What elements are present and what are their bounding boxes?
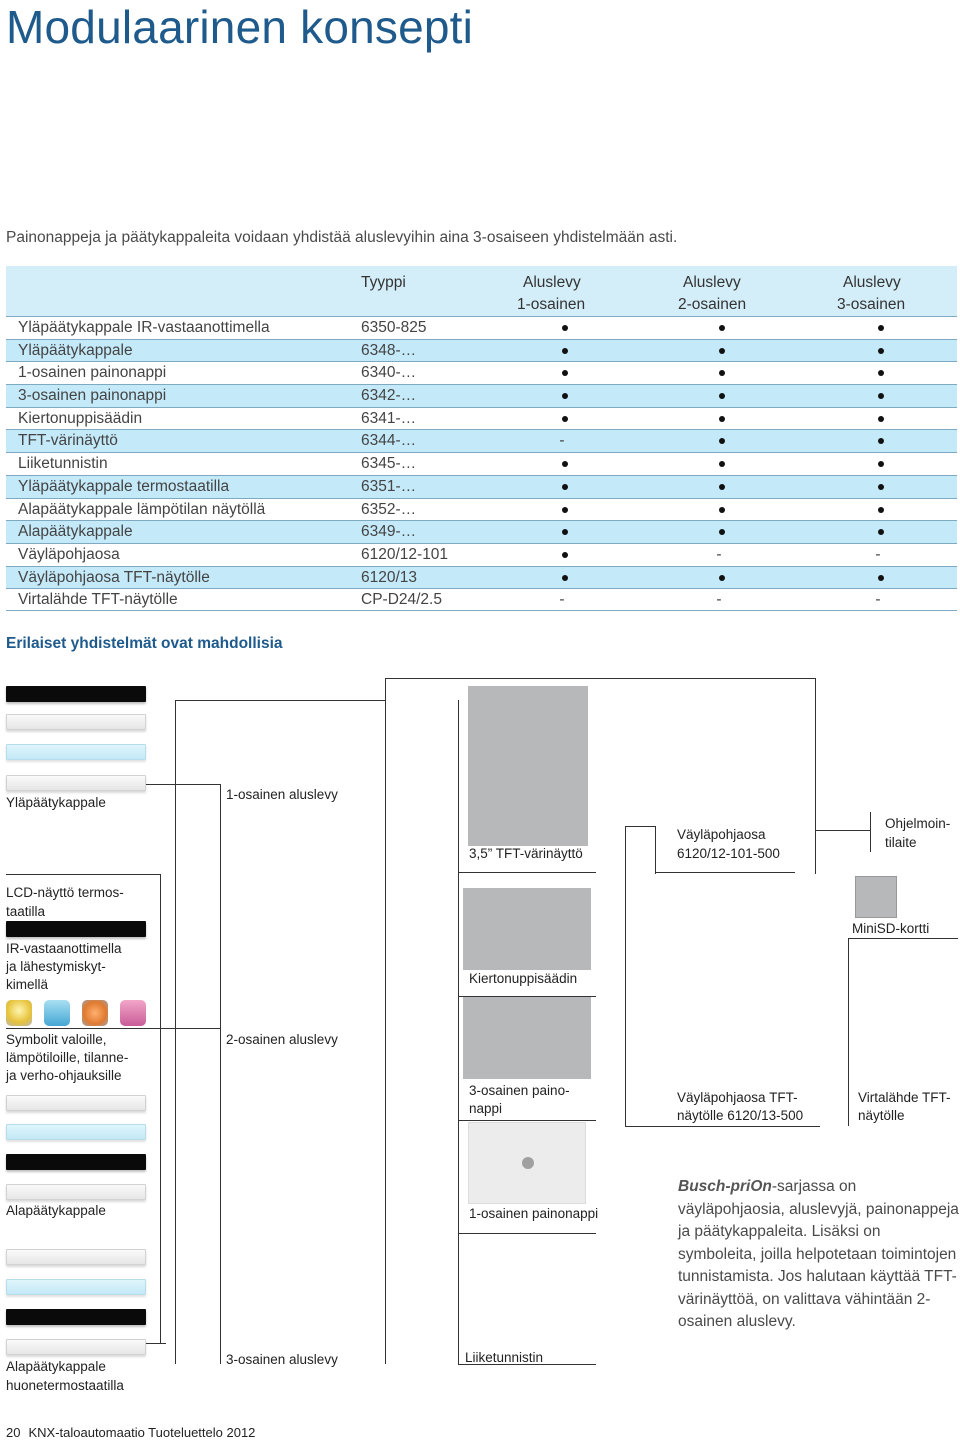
- lower-end-white-2: [6, 1249, 146, 1265]
- table-row: [6, 361, 957, 384]
- lcd-label-1: LCD-näyttö termos-: [6, 885, 124, 900]
- row-name: Liiketunnistin: [18, 455, 108, 473]
- bullet-dot-icon: [719, 484, 725, 490]
- bullet-dot-icon: [878, 348, 884, 354]
- row-type: 6351-…: [361, 477, 417, 495]
- bullet-dot-icon: [878, 325, 884, 331]
- tft-display-image: [468, 686, 588, 846]
- connector-line: [655, 826, 656, 874]
- bullet-dot-icon: [878, 393, 884, 399]
- footer-text: KNX-taloautomaatio Tuoteluettelo 2012: [28, 1425, 256, 1440]
- row-type: 6352-…: [361, 500, 417, 518]
- table-row: [6, 520, 957, 543]
- row-name: Väyläpohjaosa TFT-näytölle: [18, 568, 210, 586]
- header-c2: 3-osainen: [837, 296, 906, 313]
- row-mark-a: -: [559, 591, 565, 609]
- scene-symbol-icon: [120, 1000, 146, 1026]
- table-row: [6, 475, 957, 498]
- table-row: [6, 407, 957, 430]
- minisd-card-image: [855, 876, 897, 918]
- bullet-dot-icon: [562, 393, 568, 399]
- table-row: [6, 498, 957, 521]
- connector-line: [220, 784, 221, 1364]
- bullet-dot-icon: [878, 507, 884, 513]
- table-row: [6, 588, 957, 611]
- bullet-dot-icon: [719, 507, 725, 513]
- lower-end-white: [6, 1184, 146, 1200]
- bullet-dot-icon: [878, 484, 884, 490]
- bullet-dot-icon: [562, 416, 568, 422]
- row-mark-a: -: [559, 432, 565, 450]
- connector-line: [625, 1126, 820, 1127]
- table-row: [6, 316, 957, 339]
- rotary-label: Kiertonuppisäädin: [469, 971, 578, 986]
- table-row: [6, 384, 957, 407]
- three-button-image: [463, 997, 591, 1079]
- row-name: Yläpäätykappale termostaatilla: [18, 477, 230, 495]
- upper-end-white-2: [6, 775, 146, 791]
- upper-end-white: [6, 714, 146, 730]
- row-mark-c: -: [875, 591, 881, 609]
- row-name: TFT-värinäyttö: [18, 432, 118, 450]
- bullet-dot-icon: [878, 370, 884, 376]
- connector-line: [6, 1028, 220, 1029]
- connector-line: [870, 812, 871, 852]
- tft-label: 3,5” TFT-värinäyttö: [469, 846, 583, 861]
- connector-line: [458, 872, 596, 873]
- bullet-dot-icon: [562, 461, 568, 467]
- plate3-label: 3-osainen aluslevy: [226, 1352, 338, 1367]
- row-name: Yläpäätykappale IR-vastaanottimella: [18, 319, 270, 336]
- page-title: Modulaarinen konsepti: [6, 1, 474, 53]
- bullet-dot-icon: [719, 325, 725, 331]
- table-row: [6, 543, 957, 566]
- connector-line: [815, 826, 816, 874]
- bus-label-1: Väyläpohjaosa: [677, 827, 766, 842]
- header-type: Tyyppi: [361, 274, 406, 291]
- header-c1: Aluslevy: [843, 274, 901, 291]
- connector-line: [458, 1233, 596, 1234]
- connector-line: [625, 826, 655, 827]
- row-name: Virtalähde TFT-näytölle: [18, 591, 178, 609]
- bullet-dot-icon: [562, 370, 568, 376]
- connector-line: [815, 678, 816, 836]
- intro-text: Painonappeja ja päätykappaleita voidaan yhdistää aluslevyihin aina 3-osaiseen yhdistelmään asti.: [6, 229, 678, 246]
- ir-label-3: kimellä: [6, 977, 49, 992]
- power-label-1: Virtalähde TFT-: [858, 1090, 951, 1105]
- header-a1: Aluslevy: [523, 274, 581, 291]
- connector-line: [6, 874, 160, 875]
- description-paragraph: [678, 1176, 960, 1334]
- temperature-symbol-icon: [82, 1000, 108, 1026]
- brand-logo: Busch-priOn: [678, 1178, 772, 1195]
- connector-line: [385, 678, 815, 679]
- symbols-label-1: Symbolit valoille,: [6, 1032, 107, 1047]
- light-symbol-icon: [6, 1000, 32, 1026]
- connector-line: [655, 872, 795, 873]
- ir-label-2: ja lähestymiskyt-: [6, 959, 106, 974]
- button-dot-icon: [522, 1157, 534, 1169]
- row-name: Kiertonuppisäädin: [18, 409, 143, 427]
- lower-thermo-black: [6, 1309, 146, 1325]
- table-row: [6, 452, 957, 475]
- row-name: Väyläpohjaosa: [18, 545, 120, 563]
- prog-label-1: Ohjelmoin-: [885, 816, 951, 831]
- minisd-label: MiniSD-kortti: [852, 921, 930, 936]
- symbol-bar-white: [6, 1095, 146, 1111]
- bullet-dot-icon: [719, 461, 725, 467]
- bullet-dot-icon: [562, 507, 568, 513]
- bullet-dot-icon: [719, 393, 725, 399]
- table-row: [6, 339, 957, 362]
- table-header: [6, 266, 957, 316]
- row-type: 6340-…: [361, 364, 417, 382]
- row-type: 6342-…: [361, 387, 417, 405]
- connector-line: [458, 1120, 596, 1121]
- row-type: 6345-…: [361, 455, 417, 473]
- row-mark-b: -: [716, 545, 722, 563]
- connector-line: [458, 700, 459, 1365]
- footer: [6, 1425, 255, 1440]
- upper-end-black: [6, 686, 146, 702]
- header-b2: 2-osainen: [678, 296, 747, 313]
- button1-label: 1-osainen painonappi: [469, 1206, 599, 1221]
- row-type: 6349-…: [361, 523, 417, 541]
- compatibility-table: [6, 266, 957, 611]
- upper-end-cyan: [6, 744, 146, 760]
- connector-line: [848, 938, 849, 1126]
- button3-label-1: 3-osainen paino-: [469, 1083, 570, 1098]
- bus-tft-label-1: Väyläpohjaosa TFT-: [677, 1090, 798, 1105]
- bullet-dot-icon: [878, 461, 884, 467]
- one-button-image: [468, 1122, 586, 1204]
- bus-label-2: 6120/12-101-500: [677, 846, 780, 861]
- bullet-dot-icon: [562, 552, 568, 558]
- paragraph-text: -sarjassa on väyläpohjaosia, aluslevyjä, painonappeja ja päätykappaleita. Lisäksi on symboleita, joilla helpotetaan toimintojen tunnistamista. Jos halutaan käyttää TFT-värinäyttöä, on valittava vähintään 2-osainen aluslevy.: [678, 1178, 959, 1330]
- lower-thermo-white: [6, 1339, 146, 1355]
- row-type: 6120/12-101: [361, 545, 449, 563]
- symbols-label-3: ja verho-ohjauksille: [6, 1068, 122, 1083]
- symbol-bar-cyan: [6, 1124, 146, 1140]
- bullet-dot-icon: [562, 348, 568, 354]
- bullet-dot-icon: [719, 529, 725, 535]
- bullet-dot-icon: [719, 438, 725, 444]
- lower-thermo-label-2: huonetermostaatilla: [6, 1378, 124, 1393]
- bullet-dot-icon: [878, 575, 884, 581]
- bus-tft-label-2: näytölle 6120/13-500: [677, 1108, 804, 1123]
- connector-line: [175, 700, 176, 1364]
- bullet-dot-icon: [562, 575, 568, 581]
- bullet-dot-icon: [719, 575, 725, 581]
- connector-line: [815, 830, 870, 831]
- upper-end-label: Yläpäätykappale: [6, 795, 106, 810]
- header-b1: Aluslevy: [683, 274, 741, 291]
- lower-end-cyan: [6, 1279, 146, 1295]
- bullet-dot-icon: [719, 416, 725, 422]
- lower-end-label: Alapäätykappale: [6, 1203, 106, 1218]
- connector-line: [175, 700, 385, 701]
- row-type: 6348-…: [361, 341, 417, 359]
- bullet-dot-icon: [562, 484, 568, 490]
- connector-line: [625, 826, 626, 1126]
- row-mark-c: -: [875, 545, 881, 563]
- lower-end-black: [6, 1154, 146, 1170]
- ir-label-1: IR-vastaanottimella: [6, 941, 122, 956]
- row-name: 1-osainen painonappi: [18, 364, 167, 382]
- row-name: 3-osainen painonappi: [18, 387, 167, 405]
- row-mark-b: -: [716, 591, 722, 609]
- bullet-dot-icon: [562, 325, 568, 331]
- row-type: 6350-825: [361, 319, 427, 336]
- bullet-dot-icon: [719, 370, 725, 376]
- button3-label-2: nappi: [469, 1101, 503, 1116]
- motion-label: Liiketunnistin: [465, 1350, 544, 1365]
- plate2-label: 2-osainen aluslevy: [226, 1032, 338, 1047]
- connector-line: [385, 678, 386, 1364]
- row-type: CP-D24/2.5: [361, 591, 442, 609]
- plate1-label: 1-osainen aluslevy: [226, 787, 338, 802]
- bullet-dot-icon: [878, 529, 884, 535]
- row-name: Alapäätykappale: [18, 523, 133, 541]
- blind-symbol-icon: [44, 1000, 70, 1026]
- bullet-dot-icon: [878, 416, 884, 422]
- lcd-label-2: taatilla: [6, 904, 46, 919]
- row-name: Alapäätykappale lämpötilan näytöllä: [18, 500, 266, 518]
- table-row: [6, 566, 957, 589]
- table-row: [6, 429, 957, 452]
- row-type: 6341-…: [361, 409, 417, 427]
- row-type: 6344-…: [361, 432, 417, 450]
- lower-thermo-label-1: Alapäätykappale: [6, 1359, 106, 1374]
- prog-label-2: tilaite: [885, 835, 917, 850]
- bullet-dot-icon: [562, 529, 568, 535]
- connector-line: [160, 874, 161, 1344]
- page-number: 20: [6, 1425, 21, 1440]
- power-label-2: näytölle: [858, 1108, 905, 1123]
- symbols-label-2: lämpötiloille, tilanne-: [6, 1050, 129, 1065]
- header-a2: 1-osainen: [517, 296, 586, 313]
- row-type: 6120/13: [361, 568, 418, 586]
- section-subheading: Erilaiset yhdistelmät ovat mahdollisia: [6, 635, 283, 652]
- bullet-dot-icon: [719, 348, 725, 354]
- lcd-thermostat-bar: [6, 921, 146, 937]
- rotary-knob-image: [463, 888, 591, 970]
- bullet-dot-icon: [878, 438, 884, 444]
- row-name: Yläpäätykappale: [18, 341, 133, 359]
